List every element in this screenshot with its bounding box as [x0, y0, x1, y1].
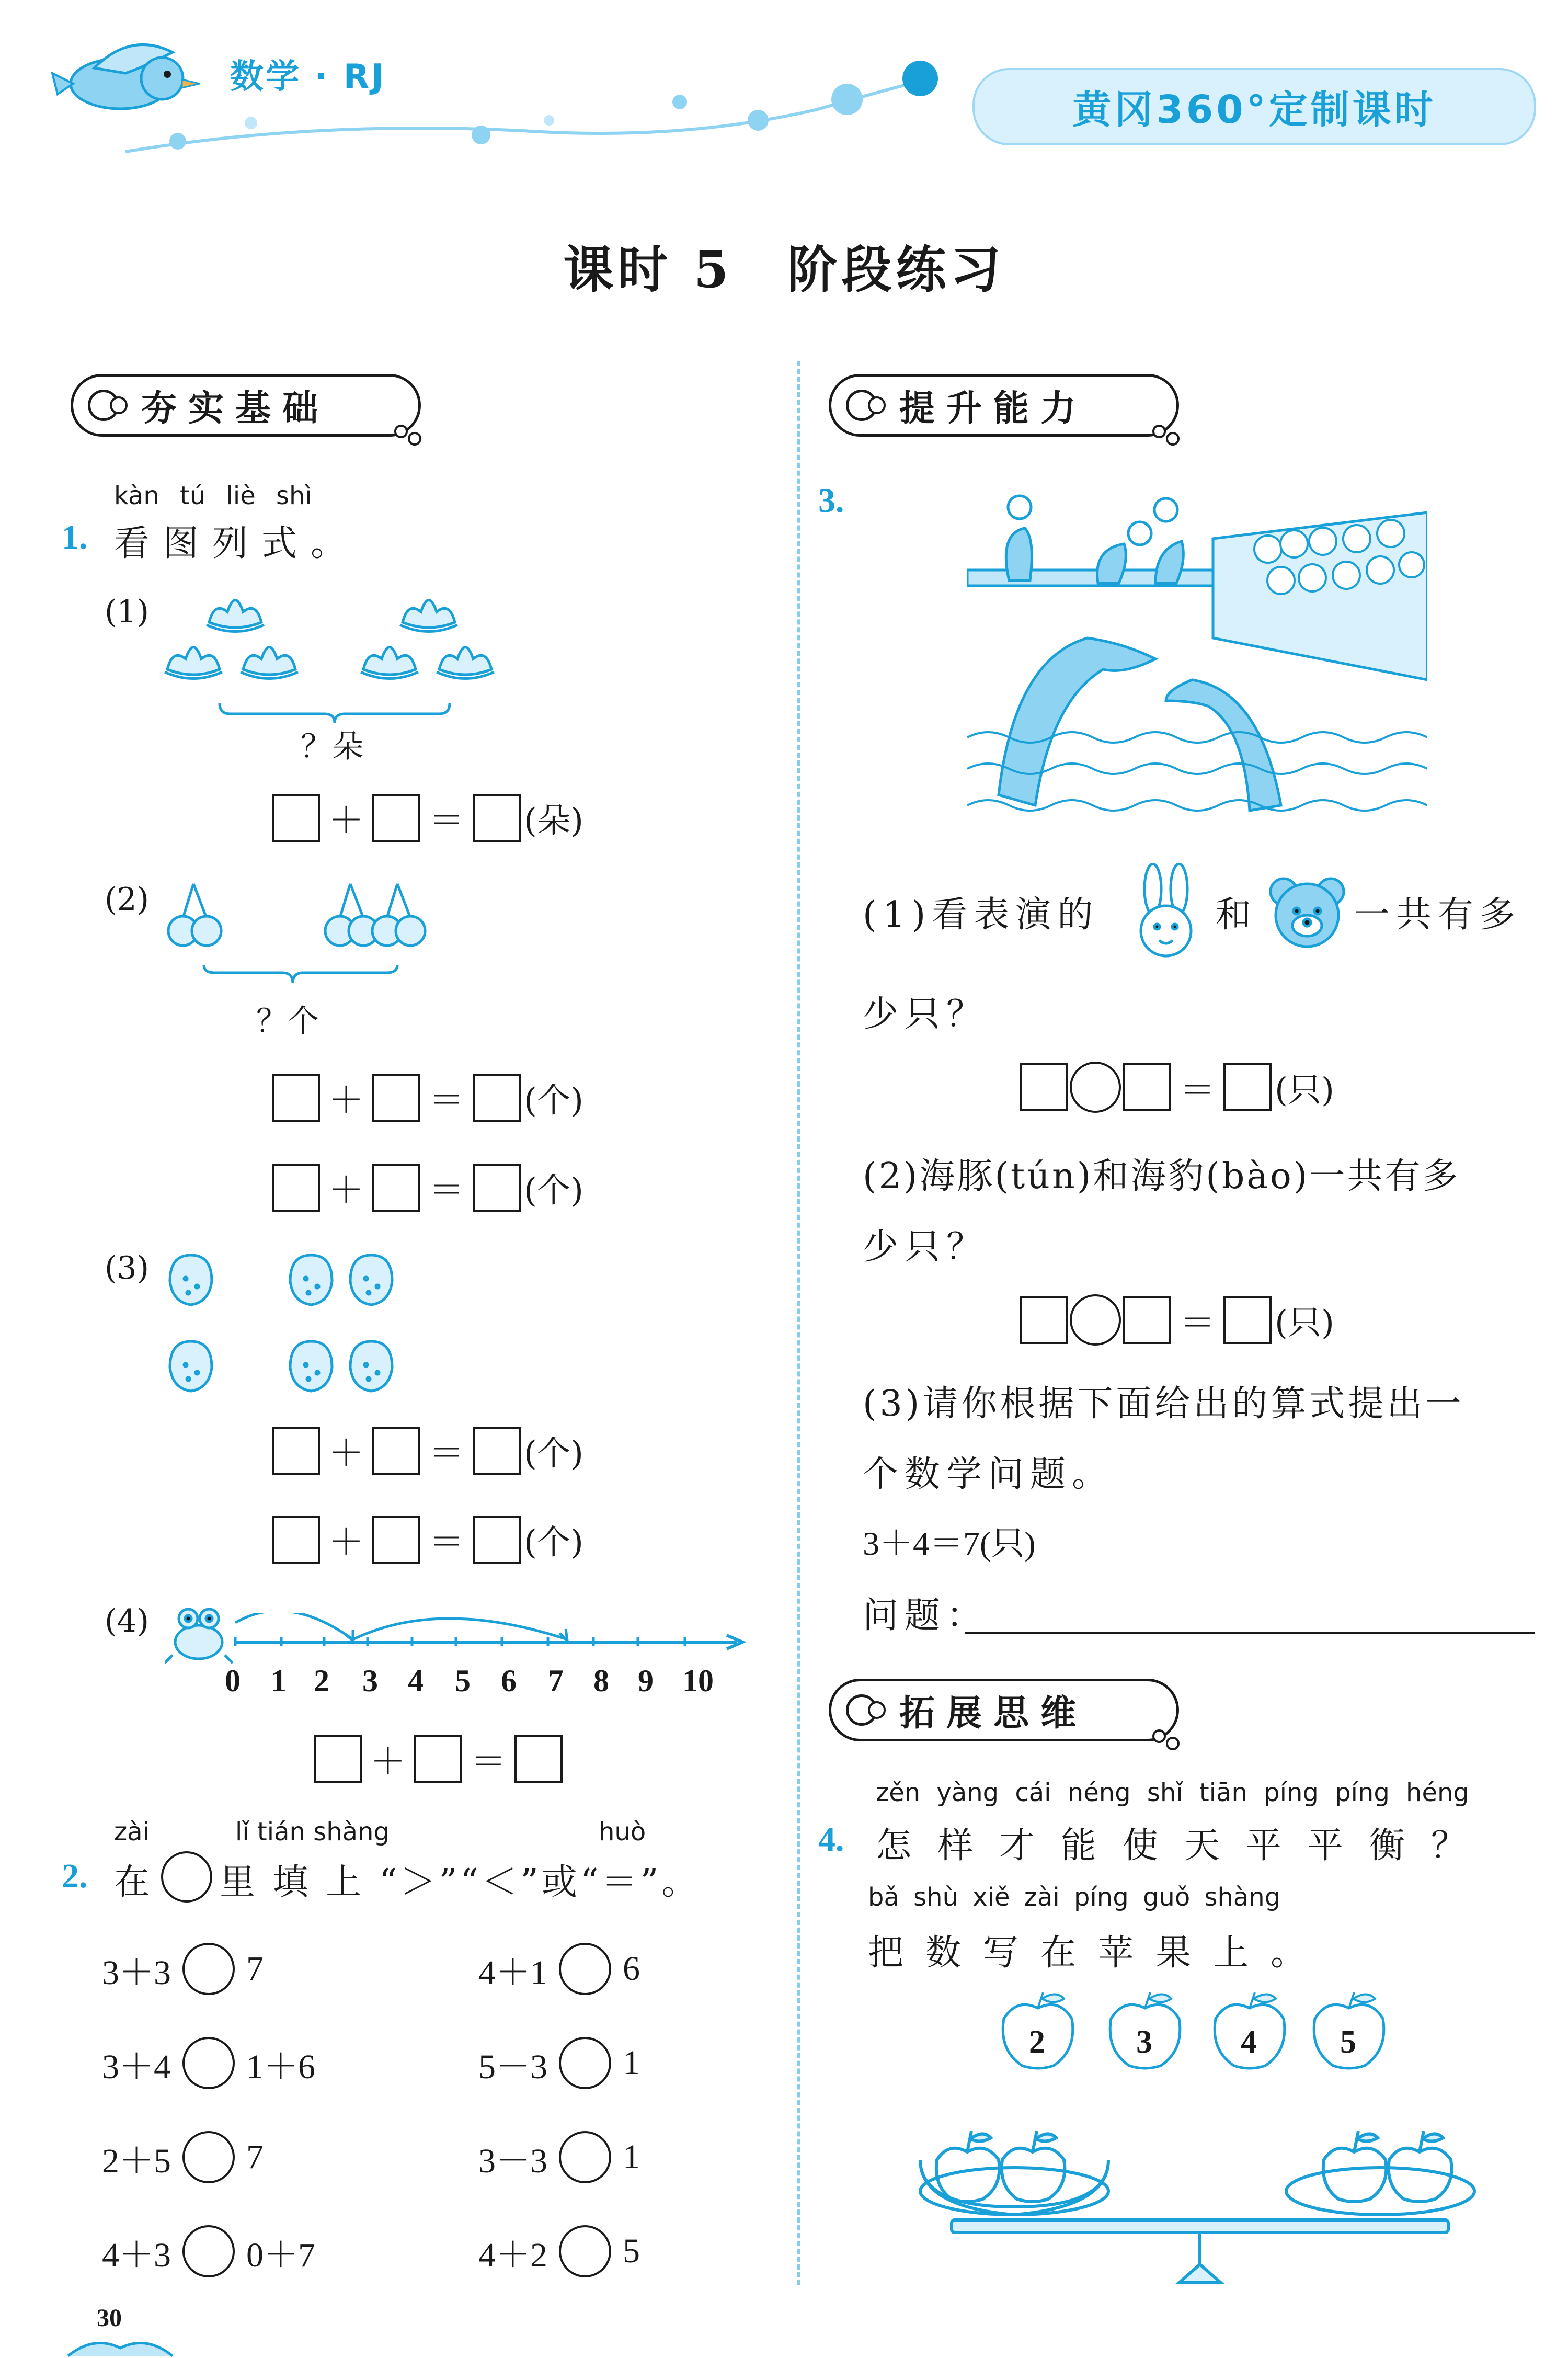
compare-right: 7: [246, 1950, 264, 1988]
lotus-icon: [165, 647, 222, 679]
lotus-flowers: [157, 586, 512, 727]
answer-box[interactable]: [473, 1516, 521, 1564]
answer-box[interactable]: [1020, 1063, 1068, 1111]
dot-icon: [394, 425, 408, 438]
equation-row: ＋ ＝ (个): [272, 1072, 583, 1123]
strawberry-icon: [170, 1255, 212, 1305]
q1-number: 1.: [62, 518, 88, 556]
q3-p1-c: 一共有多: [1354, 894, 1522, 936]
answer-box[interactable]: [372, 794, 420, 842]
strawberry-icon: [170, 1341, 212, 1391]
answer-box[interactable]: [372, 1164, 420, 1212]
unit-label: (朵): [524, 801, 583, 840]
q4-text-2: 把数写在苹果上。: [868, 1932, 1329, 1974]
dot-icon: [1166, 1737, 1180, 1750]
q3-p2-b: 少只？: [863, 1226, 989, 1268]
section-extension: [829, 1679, 1179, 1741]
q1-text: 看图列式。: [114, 523, 360, 564]
q1-part2-brace-label: ？个: [256, 1003, 319, 1040]
lotus-icon: [241, 647, 298, 679]
balance-scale: [910, 2102, 1490, 2285]
number-line-label: 3: [362, 1664, 378, 1698]
answer-box[interactable]: [372, 1516, 420, 1564]
compare-row: [102, 2131, 264, 2183]
number-line-label: 10: [682, 1664, 714, 1698]
compare-left: 3＋4: [102, 2047, 171, 2086]
answer-box[interactable]: [1020, 1296, 1068, 1344]
rabbit-icon: [1127, 863, 1205, 962]
compare-left: 5－3: [478, 2047, 547, 2086]
q3-number: 3.: [818, 482, 844, 520]
lotus-icon: [437, 647, 494, 679]
answer-circle-example: [161, 1851, 212, 1903]
q2-pinyin-zai: zài: [114, 1817, 150, 1847]
number-line-label: 7: [548, 1664, 564, 1698]
ring-icon: [110, 396, 128, 414]
page-number: 30: [97, 2304, 122, 2332]
apple-icon: [1389, 2131, 1452, 2202]
answer-circle[interactable]: [182, 2131, 235, 2183]
strawberry-icon: [290, 1341, 332, 1391]
ring-icon: [868, 396, 886, 414]
aquarium-show-illustration: [967, 492, 1427, 837]
dot-icon: [1152, 425, 1166, 438]
number-line-label: 5: [455, 1664, 471, 1698]
answer-box[interactable]: [372, 1427, 420, 1475]
q3-p3-a: (3)请你根据下面给出的算式提出一: [863, 1383, 1464, 1425]
column-divider: [797, 361, 800, 2285]
number-line-label: 0: [225, 1664, 241, 1698]
answer-circle[interactable]: [182, 1943, 235, 1995]
equation-row: ＋ ＝: [314, 1734, 563, 1784]
apple-number: 5: [1340, 2024, 1356, 2060]
q3-p1-b: 和: [1216, 894, 1258, 936]
equation-row: ＋ ＝ (个): [272, 1514, 583, 1565]
unit-label: (只): [1275, 1304, 1334, 1342]
bear-icon: [1265, 873, 1349, 952]
dot-icon: [1166, 432, 1180, 446]
operator-circle[interactable]: [1070, 1062, 1121, 1113]
answer-box[interactable]: [414, 1735, 462, 1783]
q2-text-a: 在: [114, 1862, 156, 1903]
compare-left: 3＋3: [102, 1953, 171, 1992]
compare-right: 1: [623, 2044, 640, 2082]
q3-question-label: 问题：: [863, 1595, 989, 1636]
answer-box[interactable]: [473, 1427, 521, 1475]
q1-part4-label: (4): [105, 1603, 149, 1639]
compare-row: [102, 2225, 315, 2277]
q3-p1-d: 少只？: [863, 994, 989, 1035]
answer-box[interactable]: [272, 1164, 320, 1212]
q2-text-b: 里 填 上 “＞”“＜”或“＝”。: [220, 1862, 701, 1903]
q1-pinyin: kàn tú liè shì: [114, 481, 312, 510]
q3-p2-a: (2)海豚(tún)和海豹(bào)一共有多: [863, 1156, 1460, 1197]
answer-circle[interactable]: [182, 2037, 235, 2089]
answer-box[interactable]: [1123, 1063, 1171, 1111]
answer-circle[interactable]: [559, 1943, 611, 1995]
strawberries: [162, 1239, 403, 1396]
header-subject: 数学 · RJ: [230, 58, 386, 96]
compare-row: [478, 2037, 640, 2089]
equation-row: ＋ ＝ (个): [272, 1425, 583, 1476]
q2-pinyin-huo: huò: [599, 1817, 646, 1847]
equation-row: ＝ (只): [1020, 1062, 1334, 1113]
q3-p3-b: 个数学问题。: [863, 1454, 1114, 1495]
apple-number: 3: [1136, 2024, 1152, 2060]
unit-label: (个): [524, 1081, 583, 1120]
answer-box[interactable]: [473, 1164, 521, 1212]
cherry-pair-icon: [168, 884, 221, 946]
compare-right: 6: [623, 1950, 640, 1988]
section-ability: [829, 374, 1179, 437]
apple-number: 2: [1029, 2024, 1045, 2060]
section-basics: [71, 374, 421, 437]
answer-box[interactable]: [473, 794, 521, 842]
q2-number: 2.: [62, 1857, 88, 1895]
q3-p1-a: (1)看表演的: [863, 894, 1100, 936]
answer-box[interactable]: [272, 1427, 320, 1475]
ring-icon: [868, 1701, 886, 1719]
compare-left: 4＋2: [478, 2236, 547, 2274]
strawberry-icon: [290, 1255, 332, 1305]
number-line-label: 4: [408, 1664, 424, 1698]
strawberry-icon: [350, 1255, 392, 1305]
lotus-icon: [361, 647, 418, 679]
cherry-pair-icon: [325, 884, 378, 946]
operator-circle[interactable]: [1070, 1294, 1121, 1346]
number-line-label: 8: [593, 1664, 609, 1698]
dot-icon: [1152, 1729, 1166, 1743]
compare-left: 2＋5: [102, 2141, 171, 2180]
compare-left: 4＋1: [478, 1953, 547, 1992]
equation-row: ＝ (只): [1020, 1294, 1334, 1346]
unit-label: (个): [524, 1434, 583, 1473]
compare-right: 0＋7: [246, 2236, 315, 2274]
unit-label: (只): [1275, 1071, 1334, 1110]
answer-box[interactable]: [272, 1074, 320, 1122]
number-line-label: 1: [271, 1664, 287, 1698]
compare-row: [478, 1943, 640, 1995]
cherry-pair-icon: [372, 884, 425, 946]
q4-pinyin-2: bǎ shù xiě zài píng guǒ shàng: [868, 1883, 1281, 1912]
answer-circle[interactable]: [182, 2225, 235, 2277]
answer-circle[interactable]: [559, 2225, 611, 2277]
section-extension-label: 拓展思维: [899, 1692, 1088, 1734]
dot-icon: [408, 432, 421, 446]
series-tag-label: 黄冈360°定制课时: [1072, 87, 1436, 132]
q4-pinyin-1: zěn yàng cái néng shǐ tiān píng píng héng: [876, 1778, 1469, 1807]
answer-box[interactable]: [1123, 1296, 1171, 1344]
q3-formula: 3＋4＝7(只): [863, 1525, 1036, 1562]
answer-circle[interactable]: [559, 2037, 611, 2089]
answer-box[interactable]: [514, 1735, 563, 1783]
compare-left: 4＋3: [102, 2236, 171, 2274]
series-tag: [972, 68, 1536, 145]
page-title: 课时 5 阶段练习: [563, 240, 1005, 299]
bird-icon: [52, 44, 200, 109]
compare-row: [102, 1943, 264, 1995]
answer-box[interactable]: [314, 1735, 362, 1783]
answer-circle[interactable]: [559, 2131, 611, 2183]
lotus-icon: [400, 600, 457, 632]
number-line-label: 2: [314, 1664, 329, 1698]
number-line-label: 6: [501, 1664, 517, 1698]
q4-number: 4.: [818, 1820, 844, 1859]
answer-box[interactable]: [272, 794, 320, 842]
number-line-label: 9: [638, 1664, 654, 1698]
section-ability-label: 提升能力: [899, 388, 1088, 429]
answer-box[interactable]: [372, 1074, 420, 1122]
q1-part2-label: (2): [105, 881, 149, 918]
equation-row: ＋ ＝ (朵): [272, 792, 583, 843]
number-line: [220, 1613, 748, 1655]
unit-label: (个): [524, 1171, 583, 1210]
compare-left: 3－3: [478, 2141, 547, 2180]
compare-right: 7: [246, 2138, 264, 2176]
compare-row: [478, 2131, 640, 2183]
strawberry-icon: [350, 1341, 392, 1391]
answer-box[interactable]: [473, 1074, 521, 1122]
q1-part1-label: (1): [105, 594, 149, 630]
compare-row: [478, 2225, 640, 2277]
question-answer-line[interactable]: [965, 1632, 1535, 1634]
answer-box[interactable]: [272, 1516, 320, 1564]
compare-right: 5: [623, 2232, 640, 2270]
q2-pinyin-li: lǐ tián shàng: [235, 1817, 390, 1847]
section-basics-label: 夯实基础: [141, 388, 330, 429]
apple-number: 4: [1241, 2024, 1257, 2060]
answer-box[interactable]: [1223, 1063, 1272, 1111]
compare-right: 1＋6: [246, 2047, 315, 2086]
compare-right: 1: [623, 2138, 640, 2176]
q1-part3-label: (3): [105, 1250, 149, 1286]
cherries: [162, 879, 444, 994]
q4-text-1: 怎样才能使天平平衡？: [876, 1825, 1493, 1866]
unit-label: (个): [524, 1523, 583, 1562]
lotus-icon: [207, 600, 264, 632]
answer-box[interactable]: [1223, 1296, 1272, 1344]
equation-row: ＋ ＝ (个): [272, 1162, 583, 1213]
compare-row: [102, 2037, 315, 2089]
q1-part1-brace-label: ？朵: [301, 728, 363, 765]
apple-icon: [936, 2131, 1000, 2202]
